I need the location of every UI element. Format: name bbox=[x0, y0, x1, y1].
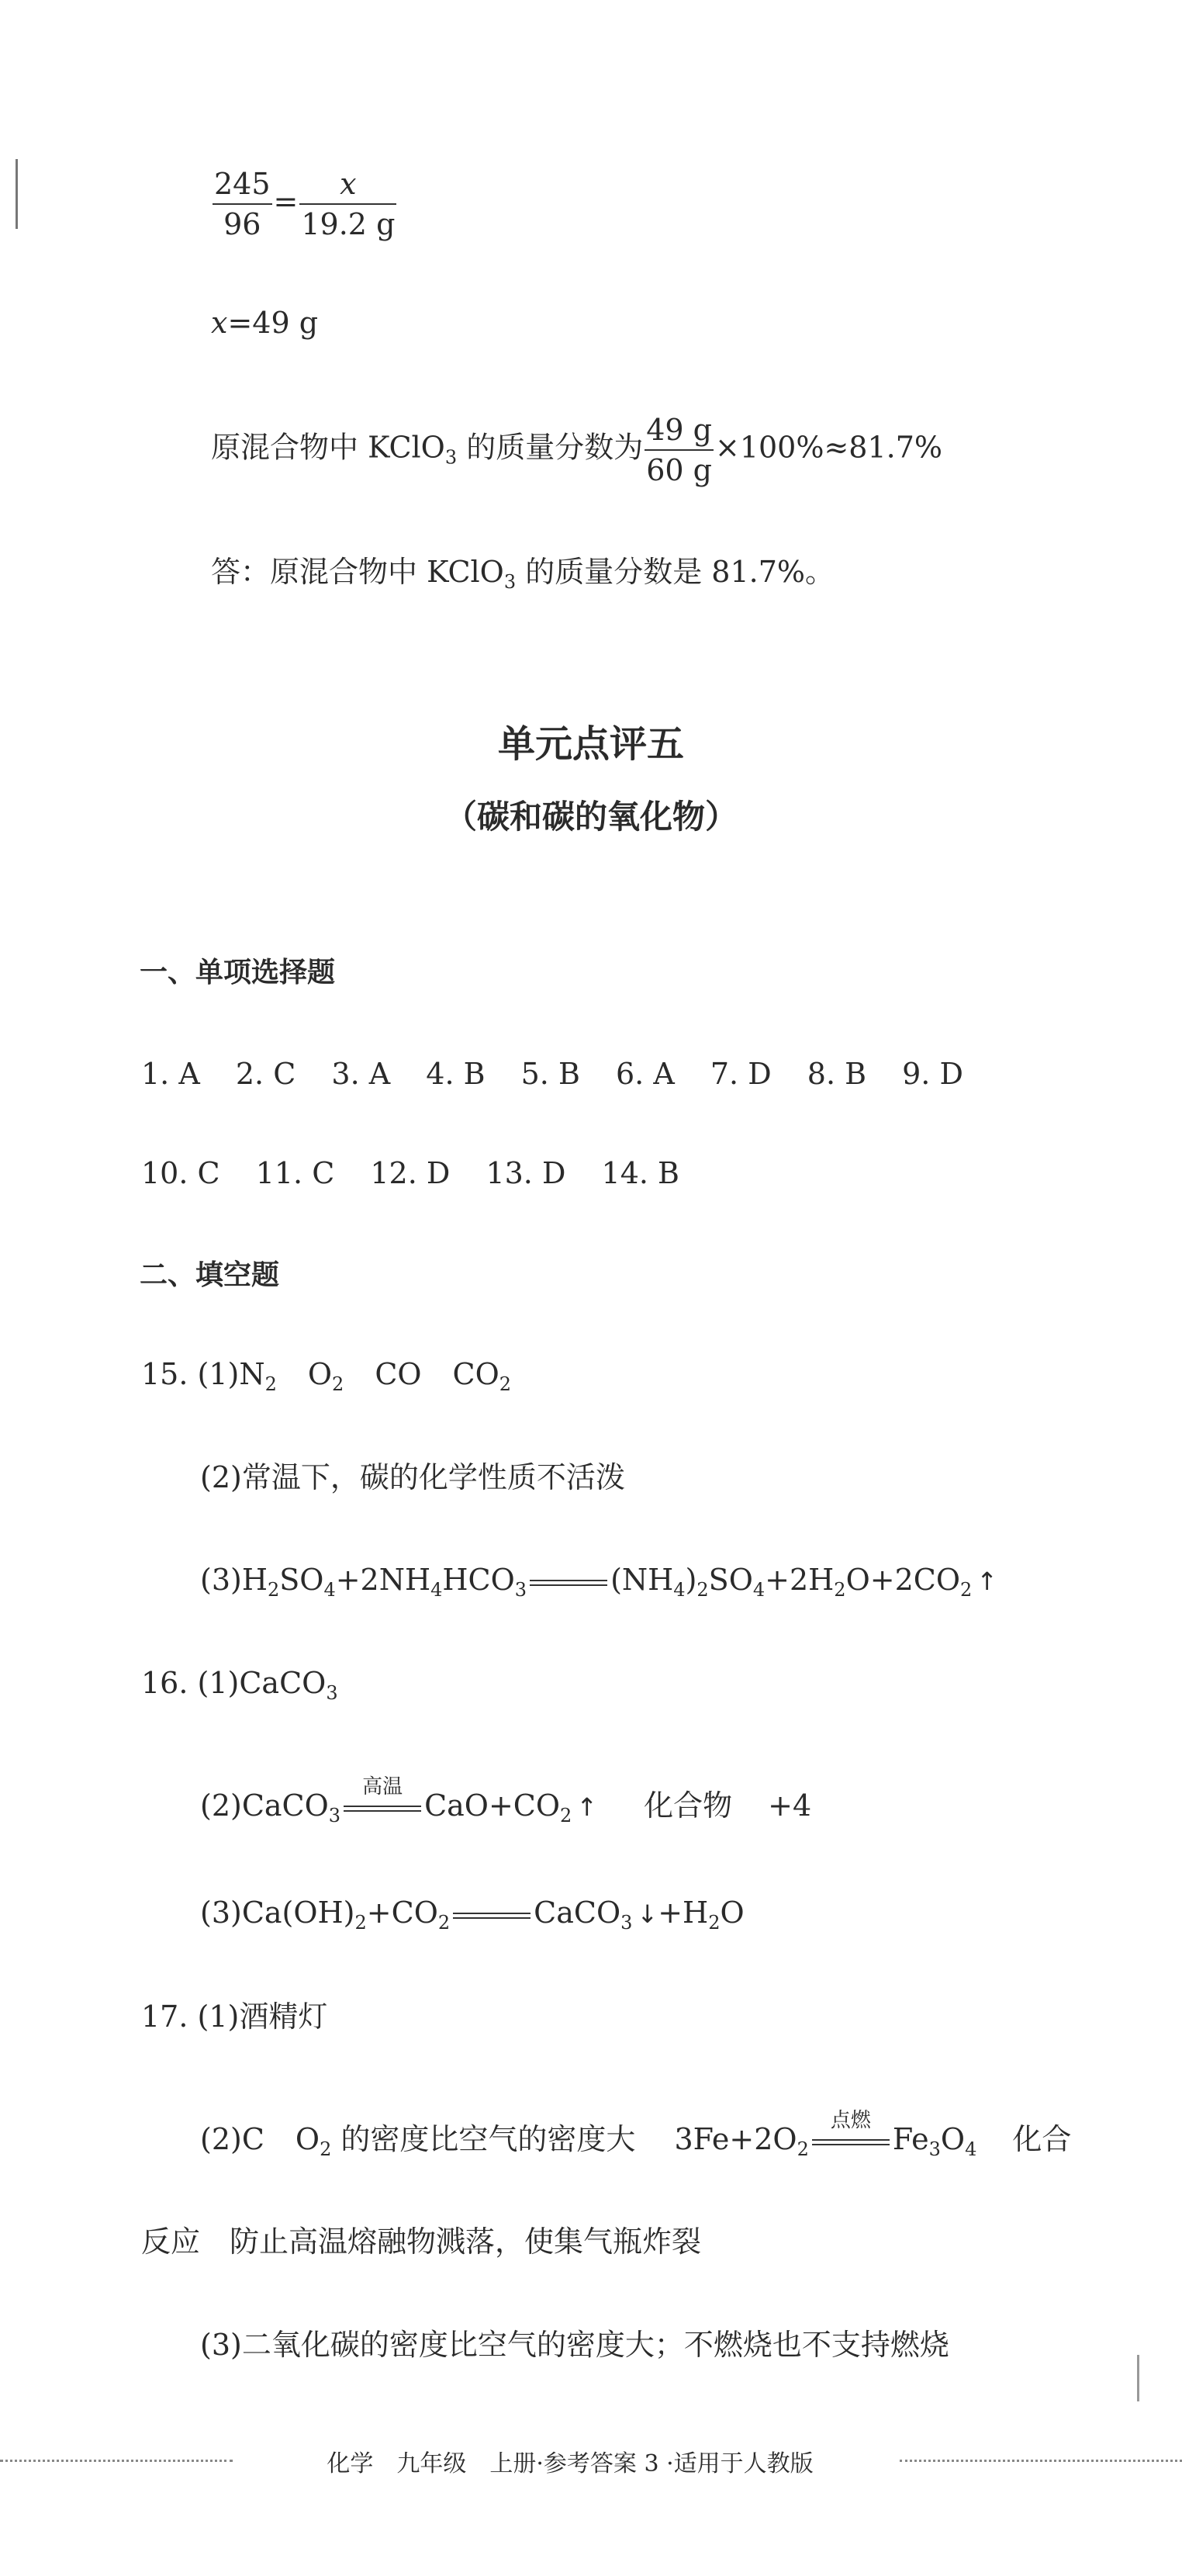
eq-text: O bbox=[720, 1896, 745, 1930]
subscript: 3 bbox=[444, 446, 458, 469]
subscript: 2 bbox=[834, 1579, 846, 1601]
subscript: 3 bbox=[328, 1805, 341, 1826]
reaction-condition bbox=[812, 2108, 890, 2148]
mcq-answer: 11. C bbox=[255, 1156, 335, 1190]
eq-text: O+2CO bbox=[845, 1563, 960, 1597]
reaction-condition bbox=[344, 1774, 421, 1814]
answer-density: 的密度比空气的密度大 bbox=[331, 2122, 636, 2156]
subscript: 4 bbox=[430, 1579, 443, 1601]
eq-text: (2)CaCO bbox=[200, 1788, 329, 1823]
subscript: 2 bbox=[560, 1805, 572, 1826]
subscript: 2 bbox=[959, 1579, 973, 1601]
subscript: 2 bbox=[267, 1579, 280, 1601]
reaction-equals bbox=[453, 1910, 531, 1921]
fraction-denominator: 60 g bbox=[646, 453, 712, 487]
condition-label: 点燃 bbox=[830, 2108, 871, 2132]
q17-part3: (3)二氧化碳的密度比空气的密度大；不燃烧也不支持燃烧 bbox=[200, 2328, 949, 2362]
footer-text: 化学 九年级 上册·参考答案 3 ·适用于人教版 bbox=[327, 2450, 814, 2477]
eq-text: 3Fe+2O bbox=[674, 2122, 797, 2156]
q17-part2 bbox=[200, 2108, 1072, 2160]
answer-statement bbox=[211, 555, 835, 593]
fraction-x-19-2 bbox=[299, 169, 396, 239]
gas-arrow-icon: ↑ bbox=[976, 1567, 998, 1596]
mcq-row-2 bbox=[141, 1156, 706, 1190]
answer-reaction-type: 化合 bbox=[1012, 2122, 1072, 2156]
eq-text: O bbox=[940, 2122, 966, 2156]
x-result bbox=[211, 308, 318, 338]
x-variable: x bbox=[211, 306, 228, 340]
mcq-answer: 4. B bbox=[426, 1057, 486, 1091]
eq-text: CaCO bbox=[534, 1896, 621, 1930]
eq-text: +2NH bbox=[335, 1563, 431, 1597]
answer-c: (2)C bbox=[200, 2122, 264, 2156]
formula-o2: O bbox=[307, 1357, 333, 1391]
footer-dotted-rule-left bbox=[0, 2460, 233, 2462]
answer-compound: 化合物 bbox=[644, 1788, 733, 1823]
subscript: 2 bbox=[320, 2138, 332, 2160]
unit-title: 单元点评五 bbox=[497, 722, 684, 766]
mcq-answer: 10. C bbox=[141, 1156, 220, 1190]
answer-prefix: 答：原混合物中 KClO bbox=[211, 555, 504, 589]
eq-text: Fe bbox=[892, 2122, 929, 2156]
subscript: 2 bbox=[437, 1912, 451, 1934]
subscript: 4 bbox=[752, 1579, 766, 1601]
subscript: 4 bbox=[323, 1579, 336, 1601]
q15-label: 15. (1)N bbox=[141, 1357, 265, 1391]
q15-part1 bbox=[141, 1357, 512, 1395]
fraction-numerator: 245 bbox=[213, 169, 272, 205]
subscript: 3 bbox=[503, 571, 517, 593]
section-heading-single-choice: 一、单项选择题 bbox=[140, 957, 336, 989]
mcq-answer: 9. D bbox=[902, 1057, 963, 1091]
formula-o2: O bbox=[295, 2122, 320, 2156]
mass-tail: ×100%≈81.7% bbox=[714, 430, 943, 465]
mcq-answer: 2. C bbox=[235, 1057, 296, 1091]
subscript: 2 bbox=[708, 1912, 721, 1934]
eq-text: SO bbox=[279, 1563, 324, 1597]
mcq-answer: 13. D bbox=[486, 1156, 566, 1190]
mcq-answer: 14. B bbox=[601, 1156, 679, 1190]
eq-text: ) bbox=[685, 1563, 697, 1597]
subscript: 2 bbox=[499, 1373, 512, 1395]
eq-text: +2H bbox=[765, 1563, 835, 1597]
condition-label: 高温 bbox=[362, 1774, 403, 1799]
q15-part2: (2)常温下，碳的化学性质不活泼 bbox=[200, 1460, 625, 1494]
page-footer bbox=[0, 2444, 1182, 2475]
subscript: 3 bbox=[620, 1912, 633, 1934]
eq-text: HCO bbox=[442, 1563, 515, 1597]
mcq-answer: 12. D bbox=[370, 1156, 451, 1190]
q16-part1 bbox=[141, 1666, 338, 1704]
eq-text: +H bbox=[658, 1896, 709, 1930]
subscript: 4 bbox=[965, 2138, 977, 2160]
subscript: 2 bbox=[332, 1373, 344, 1395]
eq-text: (NH bbox=[610, 1563, 674, 1597]
subscript: 3 bbox=[326, 1682, 338, 1704]
subscript: 2 bbox=[797, 2138, 809, 2160]
unit-subtitle: （碳和碳的氧化物） bbox=[444, 798, 738, 836]
mass-mid: 的质量分数为 bbox=[457, 430, 644, 465]
eq-text: +CO bbox=[366, 1896, 438, 1930]
fraction-denominator: 96 bbox=[223, 207, 261, 241]
proportion-equation bbox=[211, 169, 398, 239]
q17-part2-continued: 反应 防止高温熔融物溅落，使集气瓶炸裂 bbox=[141, 2225, 702, 2259]
fraction-numerator: x bbox=[299, 169, 396, 205]
right-margin-line bbox=[1137, 2355, 1139, 2401]
precipitate-arrow-icon: ↓ bbox=[637, 1899, 658, 1929]
equals-sign: = bbox=[273, 184, 299, 219]
reaction-equals bbox=[530, 1577, 607, 1588]
q17-part1: 17. (1)酒精灯 bbox=[141, 2000, 328, 2034]
mcq-answer: 1. A bbox=[141, 1057, 200, 1091]
fraction-numerator: 49 g bbox=[645, 415, 714, 451]
subscript: 3 bbox=[928, 2138, 941, 2160]
fraction-245-96 bbox=[213, 169, 272, 239]
q16-part3-equation bbox=[200, 1896, 745, 1934]
eq-text: (3)H bbox=[200, 1563, 268, 1597]
mass-prefix: 原混合物中 KClO bbox=[211, 430, 445, 465]
q16-part2-equation bbox=[200, 1774, 812, 1826]
subscript: 4 bbox=[673, 1579, 686, 1601]
mcq-answer: 3. A bbox=[331, 1057, 391, 1091]
fraction-denominator: 19.2 g bbox=[301, 207, 396, 241]
formula-co2: CO bbox=[452, 1357, 499, 1391]
mcq-answer: 5. B bbox=[520, 1057, 580, 1091]
fraction-49-60 bbox=[645, 415, 714, 485]
section-heading-fill-blank: 二、填空题 bbox=[140, 1259, 280, 1291]
subscript: 3 bbox=[514, 1579, 527, 1601]
mass-fraction-line bbox=[211, 415, 942, 485]
subscript: 2 bbox=[354, 1912, 367, 1934]
eq-text: CaO+CO bbox=[424, 1788, 561, 1823]
mcq-answer: 6. A bbox=[615, 1057, 675, 1091]
subscript: 2 bbox=[696, 1579, 709, 1601]
formula-co: CO bbox=[375, 1357, 422, 1391]
answer-tail: 的质量分数是 81.7%。 bbox=[516, 555, 835, 589]
eq-text: (3)Ca(OH) bbox=[200, 1896, 355, 1930]
q16-label: 16. (1)CaCO bbox=[141, 1666, 327, 1700]
x-value: =49 g bbox=[227, 306, 319, 340]
eq-text: SO bbox=[708, 1563, 753, 1597]
mcq-answer: 7. D bbox=[710, 1057, 772, 1091]
answer-valence: +4 bbox=[768, 1788, 812, 1823]
subscript: 2 bbox=[264, 1373, 277, 1395]
footer-dotted-rule-right bbox=[900, 2460, 1182, 2462]
gas-arrow-icon: ↑ bbox=[576, 1792, 598, 1822]
mcq-answer: 8. B bbox=[807, 1057, 867, 1091]
q15-part3-equation bbox=[200, 1563, 998, 1601]
mcq-row-1 bbox=[141, 1057, 963, 1091]
left-margin-line bbox=[16, 159, 18, 229]
